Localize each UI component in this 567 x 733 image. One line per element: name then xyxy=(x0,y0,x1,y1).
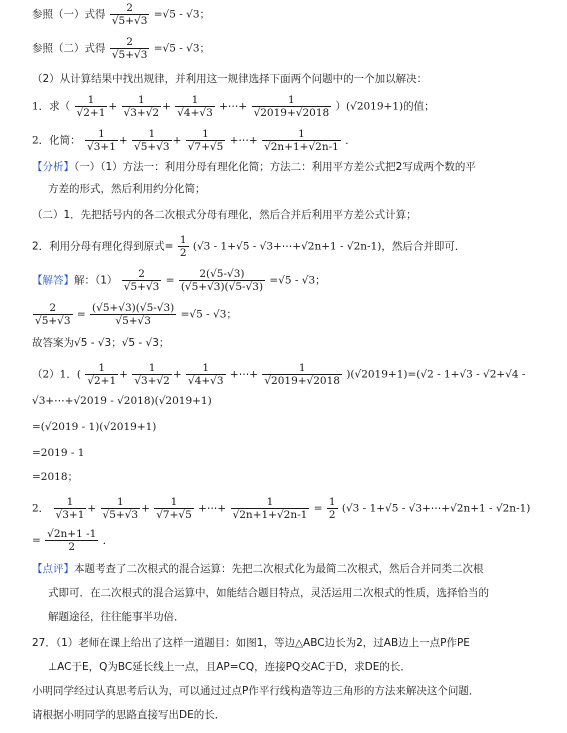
answer-p2-term-3-den: √4+√3 xyxy=(188,375,224,387)
answer-p3-line-1: 2． $\frac{1}{√3+1}$ + $\frac{1}{√5+√3}$ + $\frac{1}{√7+√5}$ +⋯+ $\frac{1}{√2n+1+√2n-1}$ = $\frac{1}{2}$ (√3 - 1+√5 - √3+⋯+√2n+1 - √2n-1) xyxy=(32,496,531,521)
q2-term-3-num: 1 xyxy=(186,128,226,141)
ref1-den: √5+√3 xyxy=(111,15,148,27)
q27-line-4: 请根据小明同学的思路直接写出DE的长． xyxy=(32,709,226,721)
q1-suffix: ）(√2019+1)的值； xyxy=(335,100,435,113)
answer-p3-end: (√3 - 1+√5 - √3+⋯+√2n+1 - √2n-1) xyxy=(341,502,531,515)
q1-term-2 xyxy=(122,94,162,119)
analysis-text-4a: 2．利用分母有理化得到原式= xyxy=(32,240,174,253)
analysis-text-1: （一）（1）方法一：利用分母有理化化简；方法二：利用平方差公式把2写成两个数的平 xyxy=(74,161,476,173)
answer-s2-num: 2 xyxy=(33,302,73,315)
answer-p3-res-prefix: = xyxy=(32,534,41,547)
q1-prefix: 1．求（ xyxy=(32,100,71,113)
part2-intro: （2）从计算结果中找出规律，并利用这一规律选择下面两个问题中的一个加以解决： xyxy=(32,73,428,85)
q27-line-3: 小明同学经过认真思考后认为，可以通过过点P作平行线构造等边三角形的方法来解决这个问题． xyxy=(32,685,480,697)
ref1-result: =√5 - √3； xyxy=(153,8,210,21)
q2-term-4-den: √2n+1+√2n-1 xyxy=(264,141,339,153)
answer-p3-line-2 xyxy=(32,528,113,553)
q2-term-1-num: 1 xyxy=(85,128,118,141)
answer-s1-den: √5+√3 xyxy=(123,281,160,293)
answer-p2-line-5: =2018； xyxy=(32,471,79,483)
answer-p3-half-num: 1 xyxy=(328,496,336,508)
ref1-label: 参照（一）式得 xyxy=(32,8,106,21)
comment-line-1 xyxy=(32,562,484,576)
answer-line-1: 【解答】解：（1） $\frac{2}{√5+√3}$ = $\frac{2(√5-√3)}{(√5+√3)(√5-√3)}$ =√5 - √3； xyxy=(32,268,326,293)
answer-p2-line-3: =(√2019 - 1)(√2019+1) xyxy=(32,421,157,433)
q1-term-3-num: 1 xyxy=(175,94,215,107)
answer-s2-eq-frac xyxy=(90,302,176,327)
answer-p3-term-2 xyxy=(101,496,141,521)
answer-line-2: $\frac{2}{√5+√3}$ = $\frac{(√5+√3)(√5-√3)}{√5+√3}$ =√5 - √3； xyxy=(35,302,237,327)
analysis-line-2: 方差的形式，然后利用约分化简； xyxy=(48,183,206,195)
answer-p3-term-3 xyxy=(154,496,194,521)
q1-dots: +⋯+ xyxy=(219,100,248,113)
answer-p2-term-2 xyxy=(132,362,172,387)
answer-s2-frac xyxy=(33,302,73,327)
answer-p2-term-3 xyxy=(186,362,226,387)
answer-s1-end: =√5 - √3； xyxy=(269,274,326,287)
comment-tag: 【点评】 xyxy=(32,563,74,575)
answer-p3-term-2-num: 1 xyxy=(101,496,141,509)
q2-term-4 xyxy=(262,128,341,153)
answer-p2-term-1 xyxy=(85,362,118,387)
answer-p3-dots: +⋯+ xyxy=(198,502,227,515)
analysis-line-3: （二）1．先把括号内的各二次根式分母有理化，然后合并后利用平方差公式计算； xyxy=(32,209,417,221)
answer-p3-term-2-den: √5+√3 xyxy=(102,509,139,521)
answer-p2-term-2-num: 1 xyxy=(132,362,172,375)
analysis-line-4 xyxy=(32,234,465,259)
answer-p2-term-3-num: 1 xyxy=(186,362,226,375)
q2-suffix: ． xyxy=(345,134,356,147)
q1-term-1-den: √2+1 xyxy=(76,107,106,119)
q1-term-2-num: 1 xyxy=(122,94,162,107)
answer-p3-term-3-num: 1 xyxy=(154,496,194,509)
comment-text-1: 本题考查了二次根式的混合运算：先把二次根式化为最简二次根式，然后合并同类二次根 xyxy=(74,563,484,575)
answer-s2-eq-den: √5+√3 xyxy=(115,315,151,327)
q27-line-1: 27．（1）老师在课上给出了这样一道题目：如图1，等边△ABC边长为2，过AB边上一点P作PE xyxy=(32,637,470,649)
q1-term-4-den: √2019+√2018 xyxy=(253,107,330,119)
answer-p3-term-1 xyxy=(54,496,87,521)
answer-p3-result-den: 2 xyxy=(68,541,76,553)
answer-p2-term-4-den: √2019+√2018 xyxy=(264,375,340,387)
answer-s1-eq-num: 2(√5-√3) xyxy=(179,268,265,281)
answer-s2-end: =√5 - √3； xyxy=(180,308,237,321)
q1-term-2-den: √3+√2 xyxy=(123,107,160,119)
q27-line-2: ⊥AC于E，Q为BC延长线上一点，且AP=CQ，连接PQ交AC于D，求DE的长． xyxy=(48,661,411,673)
q2-term-3-den: √7+√5 xyxy=(187,141,224,153)
answer-s1-num: 2 xyxy=(122,268,162,281)
ref2-result: =√5 - √3； xyxy=(153,42,210,55)
answer-p3-term-4-den: √2n+1+√2n-1 xyxy=(232,509,308,521)
q2-term-1 xyxy=(85,128,118,153)
answer-p3-half-den: 2 xyxy=(328,509,336,521)
ref2-den: √5+√3 xyxy=(111,49,148,61)
answer-p2-term-1-num: 1 xyxy=(85,362,118,375)
answer-p3-term-1-num: 1 xyxy=(54,496,87,509)
ref1-num: 2 xyxy=(110,2,150,15)
analysis-half-den: 2 xyxy=(179,247,187,259)
answer-p2-term-1-den: √2+1 xyxy=(87,375,117,387)
q1-term-1-num: 1 xyxy=(75,94,108,107)
ref1-fraction xyxy=(110,2,150,27)
answer-s1-eq-frac xyxy=(179,268,265,293)
ref2-num: 2 xyxy=(110,36,150,49)
answer-p2-line-2: √3+⋯+√2019 - √2018)(√2019+1) xyxy=(32,395,212,407)
answer-p2-dots: +⋯+ xyxy=(229,368,258,381)
q1-term-3 xyxy=(175,94,215,119)
analysis-tag: 【分析】 xyxy=(32,161,74,173)
answer-p3-eq: = xyxy=(313,502,323,515)
question-1: 1．求（ $\frac{1}{√2+1}$ + $\frac{1}{√3+√2}$ + $\frac{1}{√4+√3}$ +⋯+ $\frac{1}{√2019+√2018}$ ）(√2019+1)的值； xyxy=(32,94,435,119)
answer-p2-end: )(√2019+1)=(√2 - 1+√3 - √2+√4 - xyxy=(346,368,526,381)
analysis-text-4b: (√3 - 1+√5 - √3+⋯+√2n+1 - √2n-1)，然后合并即可． xyxy=(192,240,466,253)
q1-term-4 xyxy=(252,94,332,119)
answer-p2-line-4: =2019 - 1 xyxy=(32,447,85,459)
answer-fill: 故答案为√5 - √3；√5 - √3； xyxy=(32,337,170,349)
answer-p3-half xyxy=(327,496,338,521)
ref2-fraction xyxy=(110,36,150,61)
answer-p2-term-4 xyxy=(262,362,342,387)
analysis-half-num: 1 xyxy=(179,234,187,246)
q2-term-2-den: √5+√3 xyxy=(134,141,170,153)
answer-p2-line-1: （2）1．( $\frac{1}{√2+1}$ + $\frac{1}{√3+√2}$ + $\frac{1}{√4+√3}$ +⋯+ $\frac{1}{√2019+√2018}$ )(√2019+1)=(√2 - 1+√3 - √2+√4 - xyxy=(32,362,526,387)
answer-p3-result-num: √2n+1 -1 xyxy=(47,528,97,540)
ref2-label: 参照（二）式得 xyxy=(32,42,106,55)
q2-dots: +⋯+ xyxy=(229,134,258,147)
answer-p3-term-4-num: 1 xyxy=(231,496,310,509)
q2-term-1-den: √3+1 xyxy=(87,141,116,153)
answer-p3-result xyxy=(45,528,98,553)
answer-s2-eq-num: (√5+√3)(√5-√3) xyxy=(92,302,175,314)
answer-tag: 【解答】 xyxy=(32,274,74,287)
answer-s1-eq-den: (√5+√3)(√5-√3) xyxy=(180,281,264,293)
answer-s1-frac xyxy=(122,268,162,293)
q2-term-3 xyxy=(186,128,226,153)
q2-term-4-num: 1 xyxy=(262,128,341,141)
answer-p2-start: （2）1．( xyxy=(32,368,81,381)
analysis-line-1 xyxy=(32,160,476,174)
answer-s2-den: √5+√3 xyxy=(35,315,71,327)
answer-p3-term-3-den: √7+√5 xyxy=(156,509,192,521)
q2-term-2-num: 1 xyxy=(132,128,172,141)
ref2-line xyxy=(32,36,210,61)
answer-p2-term-2-den: √3+√2 xyxy=(134,375,170,387)
question-2: 2．化简： $\frac{1}{√3+1}$ + $\frac{1}{√5+√3}$ + $\frac{1}{√7+√5}$ +⋯+ $\frac{1}{√2n+1+√2n-1}$ ． xyxy=(32,128,356,153)
ref1-line xyxy=(32,2,210,27)
comment-line-2: 式即可．在二次根式的混合运算中，如能结合题目特点，灵活运用二次根式的性质，选择恰当的 xyxy=(48,587,489,599)
answer-p3-term-4 xyxy=(231,496,310,521)
q2-prefix: 2．化简： xyxy=(32,134,81,147)
analysis-half xyxy=(178,234,189,259)
q1-term-1 xyxy=(75,94,108,119)
answer-p3-term-1-den: √3+1 xyxy=(55,509,85,521)
q1-term-3-den: √4+√3 xyxy=(177,107,213,119)
q1-term-4-num: 1 xyxy=(252,94,332,107)
q2-term-2 xyxy=(132,128,172,153)
answer-p3-res-suffix: ． xyxy=(102,534,114,547)
answer-p3-start: 2． xyxy=(32,502,50,515)
answer-intro: 解：（1） xyxy=(74,274,118,287)
answer-p2-term-4-num: 1 xyxy=(262,362,342,375)
comment-line-3: 解题途径，往往能事半功倍． xyxy=(48,611,185,623)
